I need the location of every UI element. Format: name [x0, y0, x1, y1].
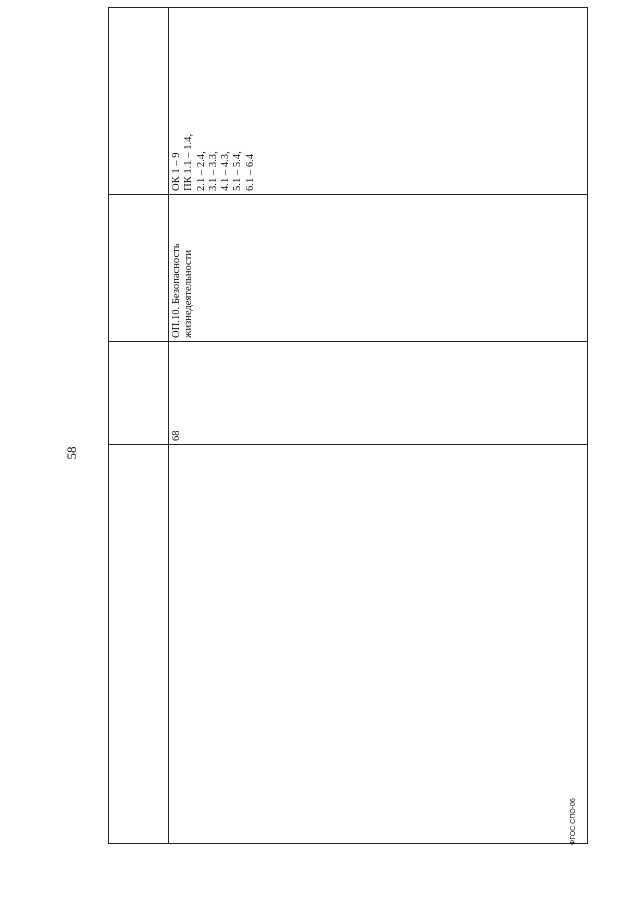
competency-line: 4.1 – 4.3, — [220, 151, 232, 191]
discipline-name: ОП.10. Безопасность жизнедеятельности — [171, 243, 195, 338]
competency-line: 5.1 – 5.4, — [232, 151, 244, 191]
empty-cell — [109, 445, 169, 844]
discipline-cell — [169, 195, 588, 342]
competency-line: ОК 1 – 9 — [171, 152, 182, 191]
empty-cell — [109, 342, 169, 445]
table-row-discipline — [169, 8, 588, 844]
main-table — [108, 7, 588, 844]
hours-value: 68 — [171, 430, 182, 441]
table-row-continuation — [109, 8, 169, 844]
competency-line: ПК 1.1 – 1.4, — [183, 133, 195, 191]
empty-cell — [109, 8, 169, 195]
curriculum-table — [108, 36, 588, 844]
hours-cell — [169, 342, 588, 445]
empty-cell — [109, 195, 169, 342]
footer-text: ФГОС СПО-06 — [570, 798, 577, 845]
empty-cell — [169, 445, 588, 844]
competency-line: 3.1 – 3.3, — [207, 151, 219, 191]
competencies-cell — [169, 8, 588, 195]
competency-line: 6.1 – 6.4 — [244, 153, 256, 191]
competency-line: 2.1 – 2.4, — [195, 151, 207, 191]
page-number: 58 — [64, 446, 79, 460]
